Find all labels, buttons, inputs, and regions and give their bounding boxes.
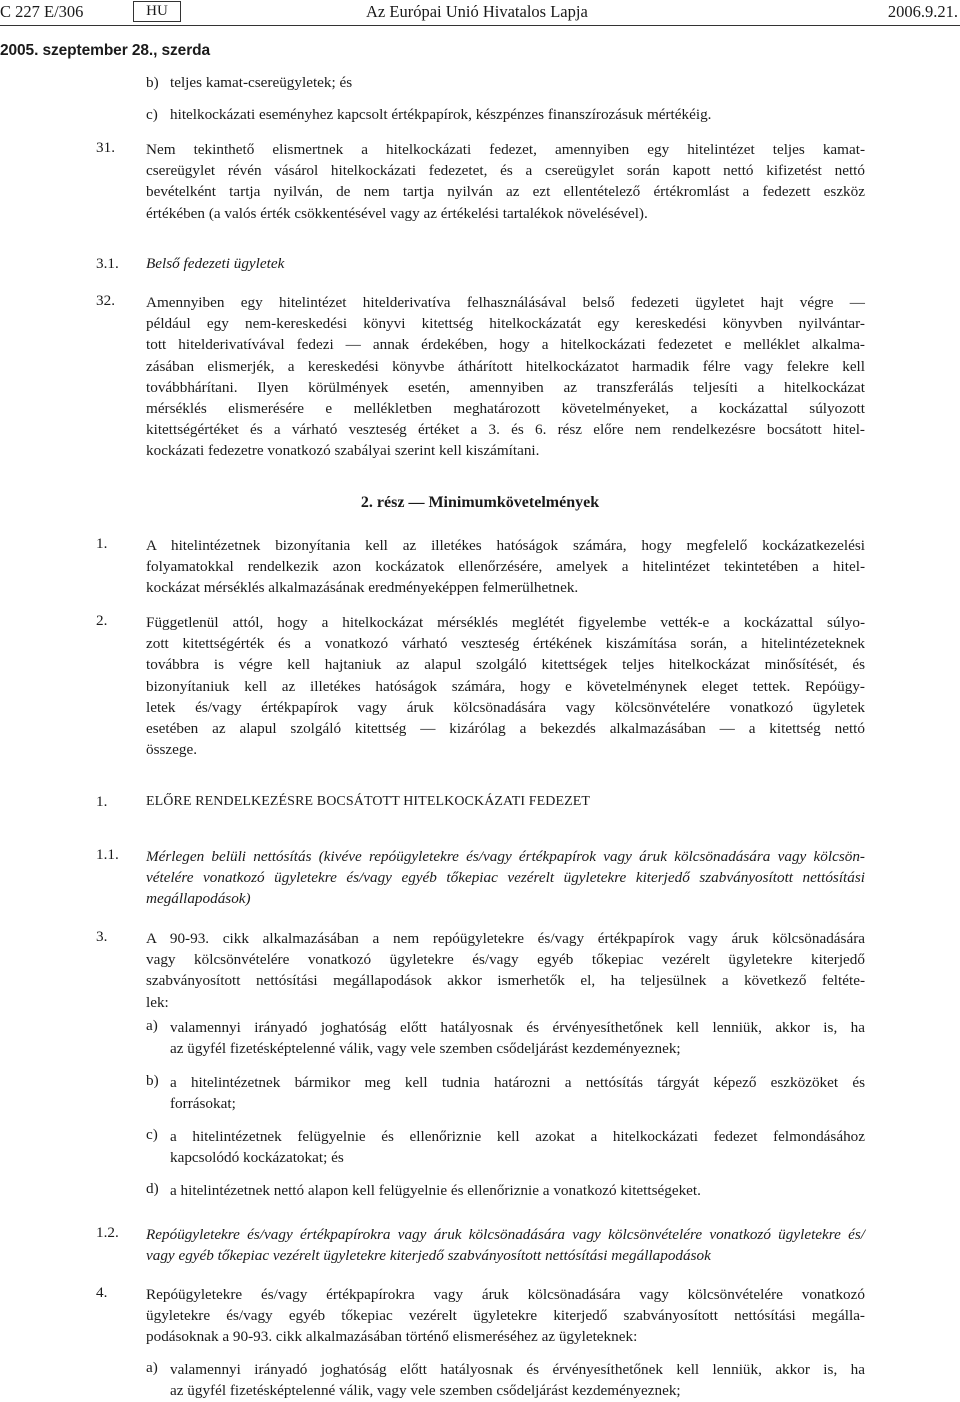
text-line: Mérlegen belüli nettósítás (kivéve repóügyletekre és/vagy értékpapírok vagy áruk kölcsönadására vagy kölcsön- [146,848,865,865]
list-label: c) [146,1126,158,1143]
text-line: a hitelintézetnek felügyelnie és ellenőriznie kell azokat a hitelkockázati fedezet felmondásához [170,1128,865,1145]
section-number: 3.1. [96,255,119,272]
text-line: az ügyfél fizetésképtelenné válik, vagy vele szemben csődeljárást kezdeményeznek; [170,1040,681,1058]
paragraph-text [146,292,865,462]
text-line: vagy egyéb tőkepiac vezérelt ügyletekre kiterjedő szabványosított nettósítási megállapodások [146,1247,711,1265]
text-line: kockázat mérséklés alkalmazásának eredményeképpen felmerülhetnek. [146,579,579,597]
text-line: bevételként tartja nyilván, de nem tartja nyilván az ezt ellentételező értékromlást a fedezett eszköz [146,183,865,201]
paragraph-text [146,535,865,599]
text-line: továbbra is végre kell hajtaniuk az alapul szolgáló kitettségek teljes hitelkockázat minősítését, és [146,656,865,674]
text-line: lek: [146,993,169,1011]
text-line: zott kitettségérték és a vonatkozó várható veszteség értékének kiszámítása során, a hitelintézeteknek [146,635,865,653]
text-line: valamennyi irányadó joghatóság előtt hatályosnak és érvényesíthetőnek kell lenniük, akkor is, ha [170,1361,865,1378]
text-line: értékében (a valós érték csökkentésével vagy az értékelési tartalékok növelésével). [146,204,648,222]
list-label: c) [146,106,158,123]
list-text [170,1180,865,1201]
text-line: Amennyiben egy hitelintézet hitelderivatíva felhasználásával belső fedezeti ügyletet hajt végre — [146,294,865,311]
paragraph-number: 4. [96,1284,108,1301]
text-line: a hitelintézetnek nettó alapon kell felügyelnie és ellenőriznie a vonatkozó kitettségeket. [170,1182,701,1199]
list-label: b) [146,1072,159,1089]
publication-date: 2006.9.21. [887,2,958,21]
text-line: A hitelintézetnek bizonyítania kell az illetékes hatóságok számára, hogy megfelelő kockázatkezelési [146,537,865,554]
section-number: 1.1. [96,846,119,863]
text-line: letek és/vagy értékpapírok vagy áruk kölcsönadására vagy kölcsönvételére vonatkozó ügyletek [146,698,865,716]
list-text: hitelkockázati eseményhez kapcsolt értékpapírok, készpénzes finanszírozásuk mértékéig. [170,106,712,123]
page-header [0,2,960,24]
journal-title: Az Európai Unió Hivatalos Lapja [366,2,588,21]
sitting-date: 2005. szeptember 28., szerda [0,42,211,59]
list-label: d) [146,1180,159,1197]
list-label: a) [146,1359,158,1376]
section-number: 1. [96,793,108,810]
paragraph-text [146,928,865,1013]
text-line: az ügyfél fizetésképtelenné válik, vagy vele szemben csődeljárást kezdeményeznek; [170,1382,681,1400]
text-line: mérséklés elismerésére e mellékletben meghatározott követelményeket, a kockázattal súlyozott [146,400,865,418]
text-line: Repóügyletekre és/vagy értékpapírokra vagy áruk kölcsönadására vagy kölcsönvételére vonatkozó ügyletekre és/ [146,1226,865,1243]
section-title [146,846,865,910]
text-line: például egy nem-kereskedési könyvi kitettség hitelkockázatát egy kereskedési könyvben nyilvántar- [146,315,865,333]
text-line: kitettségértéket és a várható veszteség értéket a 3. és 6. rész előre nem rendelkezésre bocsátott hitel- [146,421,865,439]
text-line: vagy kölcsönvételére vonatkozó ügyletekre és/vagy egyéb tőkepiac vezérelt ügyletekre kiterjedő [146,951,865,969]
section-title [146,1224,865,1266]
paragraph-number: 32. [96,292,115,309]
text-line: csereügylet révén vásárol hitelkockázati fedezetet, és a csereügylet során kapott nettó kifizetést nettó [146,162,865,180]
header-rule [0,25,960,26]
text-line: megállapodások) [146,890,251,908]
paragraph-number: 31. [96,139,115,156]
list-text [170,1126,865,1168]
text-line: esetében az alapul szolgáló kitettség — kizárólag a bekezdés alkalmazásában — a kitettség nettó [146,720,865,738]
text-line: tott hitelderivatívával fedezi — annak érdekében, hogy a hitelkockázati fedezetet e melléklet alkalma- [146,336,865,354]
section-title: Belső fedezeti ügyletek [146,255,285,272]
list-label: b) [146,74,159,91]
text-line: Repóügyletekre és/vagy értékpapírokra vagy áruk kölcsönadására vagy kölcsönvételére vonatkozó [146,1286,865,1303]
language-code-box: HU [133,1,181,22]
paragraph-number: 3. [96,928,108,945]
text-line: vételére vonatkozó ügyletekre és/vagy egyéb tőkepiac vezérelt ügyletekre kiterjedő szabványosított nettósítási [146,869,865,887]
text-line: kapcsolódó kockázatokat; és [170,1149,344,1167]
text-line: A 90-93. cikk alkalmazásában a nem repóügyletekre és/vagy értékpapírok vagy áruk kölcsönadására [146,930,865,947]
text-line: folyamatokkal rendelkezik azon kockázatok ellenőrzésére, amelyek a hitelintézet tekintetében a hitel- [146,558,865,576]
list-text [170,1017,865,1059]
text-line: a hitelintézetnek bármikor meg kell tudnia határozni a nettósítás tárgyát képező eszközöket és [170,1074,865,1091]
section-number: 1.2. [96,1224,119,1241]
text-line: valamennyi irányadó joghatóság előtt hatályosnak és érvényesíthetőnek kell lenniük, akkor is, ha [170,1019,865,1036]
text-line: Függetlenül attól, hogy a hitelkockázat mérséklés meglétét figyelembe vették-e a kockázattal súlyo- [146,614,865,631]
list-label: a) [146,1017,158,1034]
part-2-heading: 2. rész — Minimumkövetelmények [360,494,600,511]
text-line: kockázati fedezetre vonatkozó szabályai szerint kell kiszámítani. [146,442,540,460]
text-line: ügyletekre és/vagy egyéb tőkepiac vezérelt ügyletekre kiterjedő szabványosított nettósítási megálla- [146,1307,865,1325]
text-line: szabványosított nettósítási megállapodások akkor ismerhetők el, ha teljesülnek a következő feltéte- [146,972,865,990]
list-text [170,1072,865,1114]
text-line: forrásokat; [170,1095,236,1113]
text-line: podásoknak a 90-93. cikk alkalmazásában történő elismeréséhez az ügyleteknek: [146,1328,638,1346]
paragraph-text [146,612,865,760]
text-line: zásában elismerjék, a kereskedési könyvbe áthárított hitelkockázatot harmadik félre vagy felekre kell [146,357,865,375]
paragraph-number: 2. [96,612,108,629]
list-text: teljes kamat-csereügyletek; és [170,74,353,91]
paragraph-number: 1. [96,535,108,552]
section-title: ELŐRE RENDELKEZÉSRE BOCSÁTOTT HITELKOCKÁZATI FEDEZET [146,794,591,809]
text-line: továbbhárítani. Ilyen körülmények esetén, amennyiben az transzferálás teljesíti a hitelkockázat [146,378,865,396]
paragraph-text [146,139,865,224]
list-text [170,1359,865,1401]
text-line: összege. [146,741,198,759]
paragraph-text [146,1284,865,1348]
text-line: Nem tekinthető elismertnek a hitelkockázati fedezet, amennyiben egy hitelintézet teljes kamat- [146,141,865,158]
text-line: bizonyítaniuk kell az illetékes hatóságok számára, hogy e követelménynek eleget tettek. Repóügy- [146,677,865,695]
journal-reference: C 227 E/306 [0,2,84,21]
